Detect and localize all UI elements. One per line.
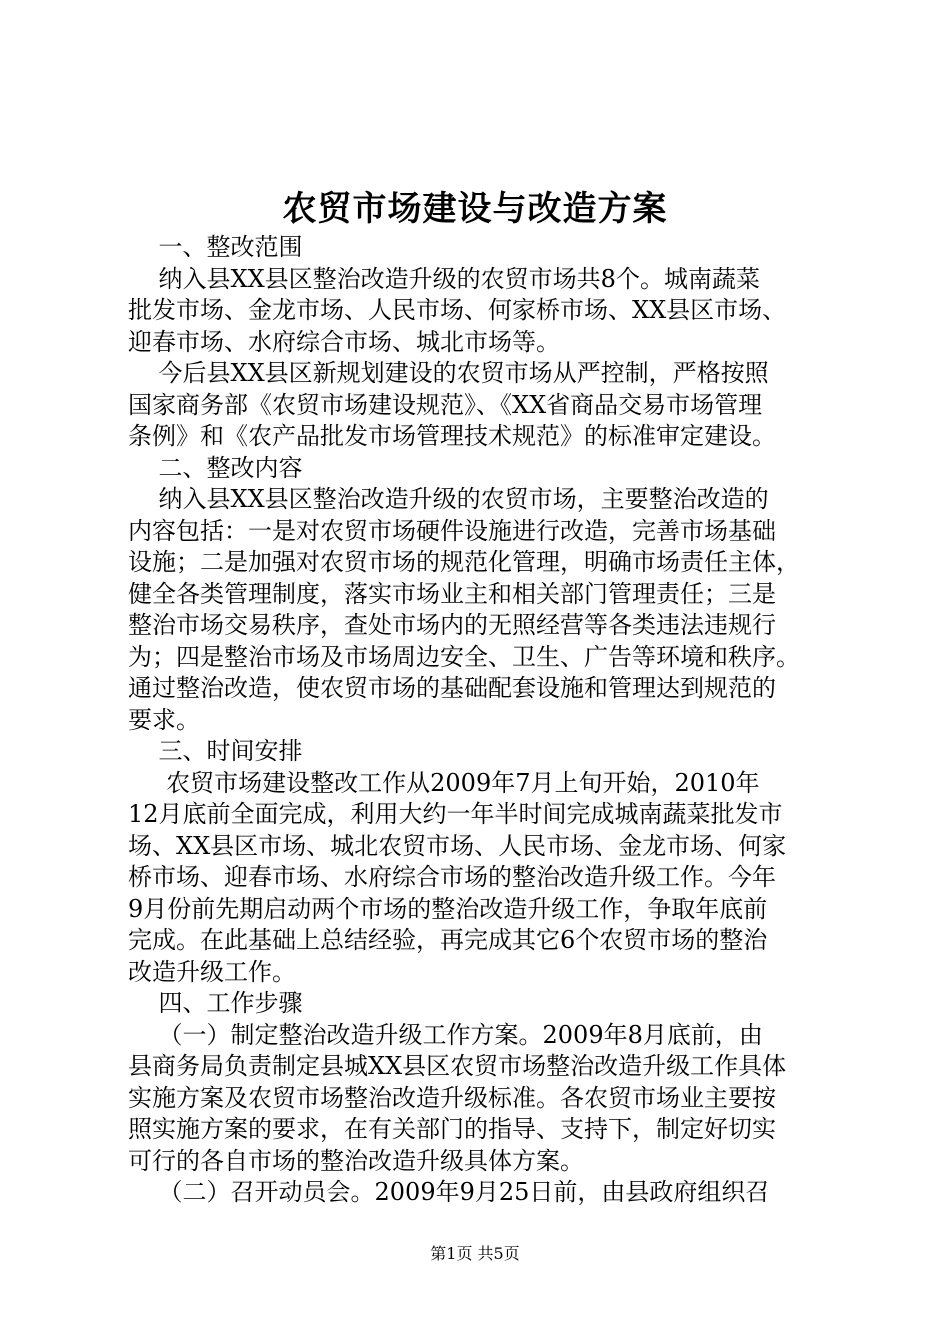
text-line: 国家商务部《农贸市场建设规范》、《XX省商品交易市场管理 xyxy=(128,390,763,419)
text-line: 9月份前先期启动两个市场的整治改造升级工作，争取年底前 xyxy=(128,894,768,923)
text-line: 整治市场交易秩序，查处市场内的无照经营等各类违法违规行 xyxy=(128,611,776,639)
text-line: （二）召开动员会。2009年9月25日前，由县政府组织召 xyxy=(128,1178,770,1206)
text-line: 改造升级工作。 xyxy=(128,957,296,986)
text-line: 通过整治改造，使农贸市场的基础配套设施和管理达到规范的 xyxy=(128,674,776,702)
text-line: 要求。 xyxy=(128,705,200,734)
page-footer: 第1页 共5页 xyxy=(430,1244,520,1263)
text-line: 照实施方案的要求，在有关部门的指导、支持下，制定好切实 xyxy=(128,1115,776,1143)
text-line: 今后县XX县区新规划建设的农贸市场从严控制，严格按照 xyxy=(128,359,769,387)
text-line: 12月底前全面完成，利用大约一年半时间完成城南蔬菜批发市 xyxy=(128,800,783,828)
text-line: 纳入县XX县区整治改造升级的农贸市场共8个。城南蔬菜 xyxy=(128,264,760,293)
text-line: 四、工作步骤 xyxy=(128,989,303,1017)
text-line: 桥市场、迎春市场、水府综合市场的整治改造升级工作。今年 xyxy=(128,863,776,891)
text-line: 批发市场、金龙市场、人民市场、何家桥市场、XX县区市场、 xyxy=(128,296,787,324)
page-title: 农贸市场建设与改造方案 xyxy=(282,189,668,229)
document-body xyxy=(128,232,828,1209)
text-line: （一）制定整治改造升级工作方案。2009年8月底前，由 xyxy=(128,1020,763,1049)
text-line: 实施方案及农贸市场整治改造升级标准。各农贸市场业主要按 xyxy=(128,1083,776,1112)
text-line: 迎春市场、水府综合市场、城北市场等。 xyxy=(128,327,560,356)
text-line: 完成。在此基础上总结经验，再完成其它6个农贸市场的整治 xyxy=(128,926,768,954)
text-line: 纳入县XX县区整治改造升级的农贸市场，主要整治改造的 xyxy=(128,485,769,513)
text-line: 农贸市场建设整改工作从2009年7月上旬开始，2010年 xyxy=(128,768,760,797)
text-line: 健全各类管理制度，落实市场业主和相关部门管理责任；三是 xyxy=(128,579,776,608)
text-line: 三、时间安排 xyxy=(128,737,303,765)
text-line: 设施；二是加强对农贸市场的规范化管理，明确市场责任主体， xyxy=(128,548,800,576)
text-line: 场、XX县区市场、城北农贸市场、人民市场、金龙市场、何家 xyxy=(128,831,787,860)
text-line: 一、整改范围 xyxy=(128,233,303,261)
text-line: 内容包括：一是对农贸市场硬件设施进行改造，完善市场基础 xyxy=(128,516,776,545)
text-line: 二、整改内容 xyxy=(128,453,303,482)
text-line: 可行的各自市场的整治改造升级具体方案。 xyxy=(128,1146,584,1175)
text-line: 县商务局负责制定县城XX县区农贸市场整治改造升级工作具体 xyxy=(128,1052,787,1080)
text-line: 条例》和《农产品批发市场管理技术规范》的标准审定建设。 xyxy=(128,422,776,450)
text-line: 为；四是整治市场及市场周边安全、卫生、广告等环境和秩序。 xyxy=(128,642,800,671)
